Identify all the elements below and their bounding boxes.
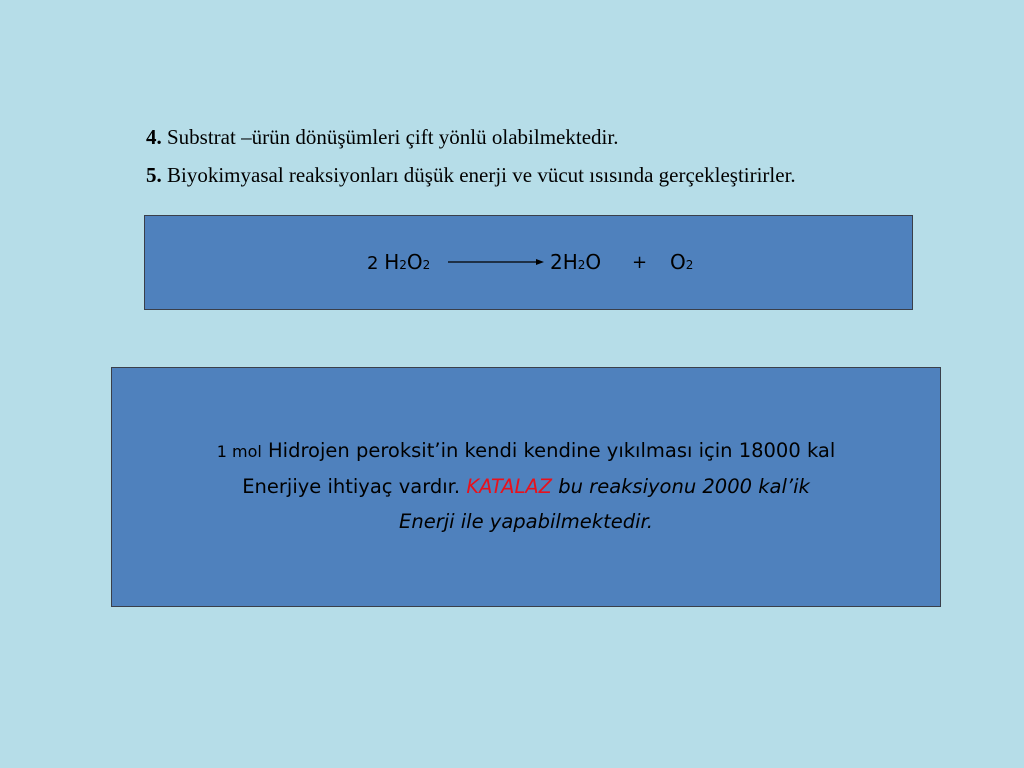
point-4-number: 4. (146, 125, 162, 149)
reaction-arrow-icon (448, 257, 544, 267)
info-line-2 (111, 475, 941, 498)
product2-subscript: 2 (685, 258, 694, 272)
product1-subscript: 2 (577, 258, 586, 272)
reactant-hydrogen: H (384, 250, 400, 274)
equation-product-oxygen (670, 250, 693, 274)
info-line-1 (111, 439, 941, 462)
equation-product-water (550, 250, 601, 274)
info-line-3 (111, 510, 941, 533)
equation-reactant (367, 250, 430, 274)
equation-plus: + (632, 252, 648, 273)
product2-element: O (670, 250, 686, 274)
point-4 (146, 125, 618, 150)
reactant-oxygen: O (406, 250, 423, 274)
point-4-text: Substrat –ürün dönüşümleri çift yönlü olabilmektedir. (167, 125, 619, 149)
info-line-2-text: Enerjiye ihtiyaç vardır. (242, 475, 467, 498)
reactant-hydrogen-subscript: 2 (399, 258, 407, 272)
product1-prefix: 2H (550, 250, 578, 274)
info-amount: 1 mol (216, 442, 262, 461)
reactant-coefficient: 2 (367, 253, 385, 274)
info-line-1-text: Hidrojen peroksit’in kendi kendine yıkılması için 18000 kal (261, 439, 836, 462)
info-line-3-italic: Enerji ile yapabilmektedir. (399, 510, 653, 533)
point-5 (146, 163, 796, 188)
reactant-oxygen-subscript: 2 (422, 258, 431, 272)
info-highlight-katalaz: KATALAZ (466, 475, 553, 498)
info-line-2-italic: bu reaksiyonu 2000 kal’ik (552, 475, 810, 498)
product1-suffix: O (585, 250, 602, 274)
point-5-text: Biyokimyasal reaksiyonları düşük enerji ve vücut ısısında gerçekleştirirler. (167, 163, 796, 187)
point-5-number: 5. (146, 163, 162, 187)
